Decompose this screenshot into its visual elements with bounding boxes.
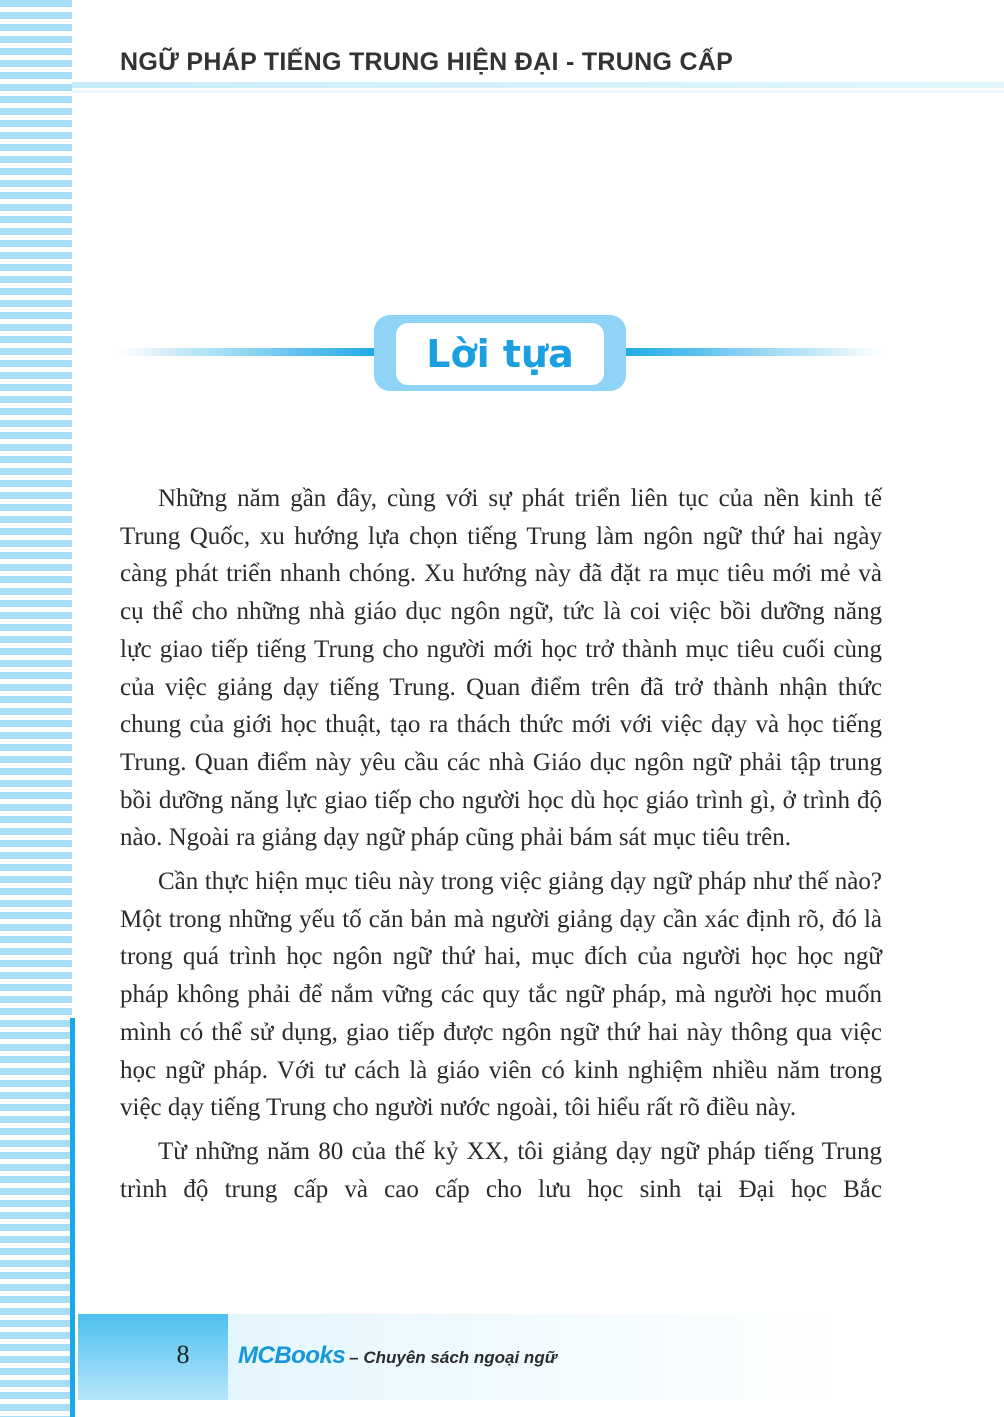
- title-frame-inner: [396, 323, 604, 385]
- title-rule-left: [118, 348, 380, 356]
- body-text: [120, 480, 882, 1214]
- title-rule-right: [620, 348, 882, 356]
- page-number: 8: [176, 1340, 190, 1369]
- header-rule: [72, 82, 1004, 88]
- header-rule-secondary: [72, 90, 1004, 93]
- running-header: NGỮ PHÁP TIẾNG TRUNG HIỆN ĐẠI - TRUNG CẤP: [120, 48, 734, 76]
- page-title: Lời tựa: [426, 332, 574, 376]
- left-accent-bar: [70, 1018, 75, 1417]
- mcbooks-logo: MCBooks: [238, 1342, 346, 1369]
- brand-tagline: – Chuyên sách ngoại ngữ: [349, 1348, 557, 1367]
- left-striped-band: [0, 0, 72, 1417]
- paragraph-3: Từ những năm 80 của thế kỷ XX, tôi giảng dạy ngữ pháp tiếng Trung trình độ trung cấp và cao cấp cho lưu học sinh tại Đại học Bắc: [120, 1137, 882, 1203]
- title-frame: [374, 315, 626, 391]
- footer-brand: [238, 1342, 557, 1370]
- paragraph-2: Cần thực hiện mục tiêu này trong việc giảng dạy ngữ pháp như thế nào? Một trong những yếu tố căn bản mà người giảng dạy cần xác định rõ, đó là trong quá trình học ngôn ngữ thứ hai, mục đích của người học học ngữ pháp không phải để nắm vững các quy tắc ngữ pháp, mà người học muốn mình có thể sử dụng, giao tiếp được ngôn ngữ thứ hai này thông qua việc học ngữ pháp. Với tư cách là giáo viên có kinh nghiệm nhiều năm trong việc dạy tiếng Trung cho người nước ngoài, tôi hiểu rất rõ điều này.: [120, 868, 882, 1122]
- paragraph-1: Những năm gần đây, cùng với sự phát triển liên tục của nền kinh tế Trung Quốc, xu hướng lựa chọn tiếng Trung làm ngôn ngữ thứ hai ngày càng phát triển nhanh chóng. Xu hướng này đã đặt ra mục tiêu mới mẻ và cụ thể cho những nhà giáo dục ngôn ngữ, tức là coi việc bồi dưỡng năng lực giao tiếp tiếng Trung cho người mới học trở thành mục tiêu cuối cùng của việc giảng dạy tiếng Trung. Quan điểm trên đã trở thành nhận thức chung của giới học thuật, tạo ra thách thức mới với việc dạy và học tiếng Trung. Quan điểm này yêu cầu các nhà Giáo dục ngôn ngữ phải tập trung bồi dưỡng năng lực giao tiếp cho người học dù học giáo trình gì, ở trình độ nào. Ngoài ra giảng dạy ngữ pháp cũng phải bám sát mục tiêu trên.: [120, 485, 882, 852]
